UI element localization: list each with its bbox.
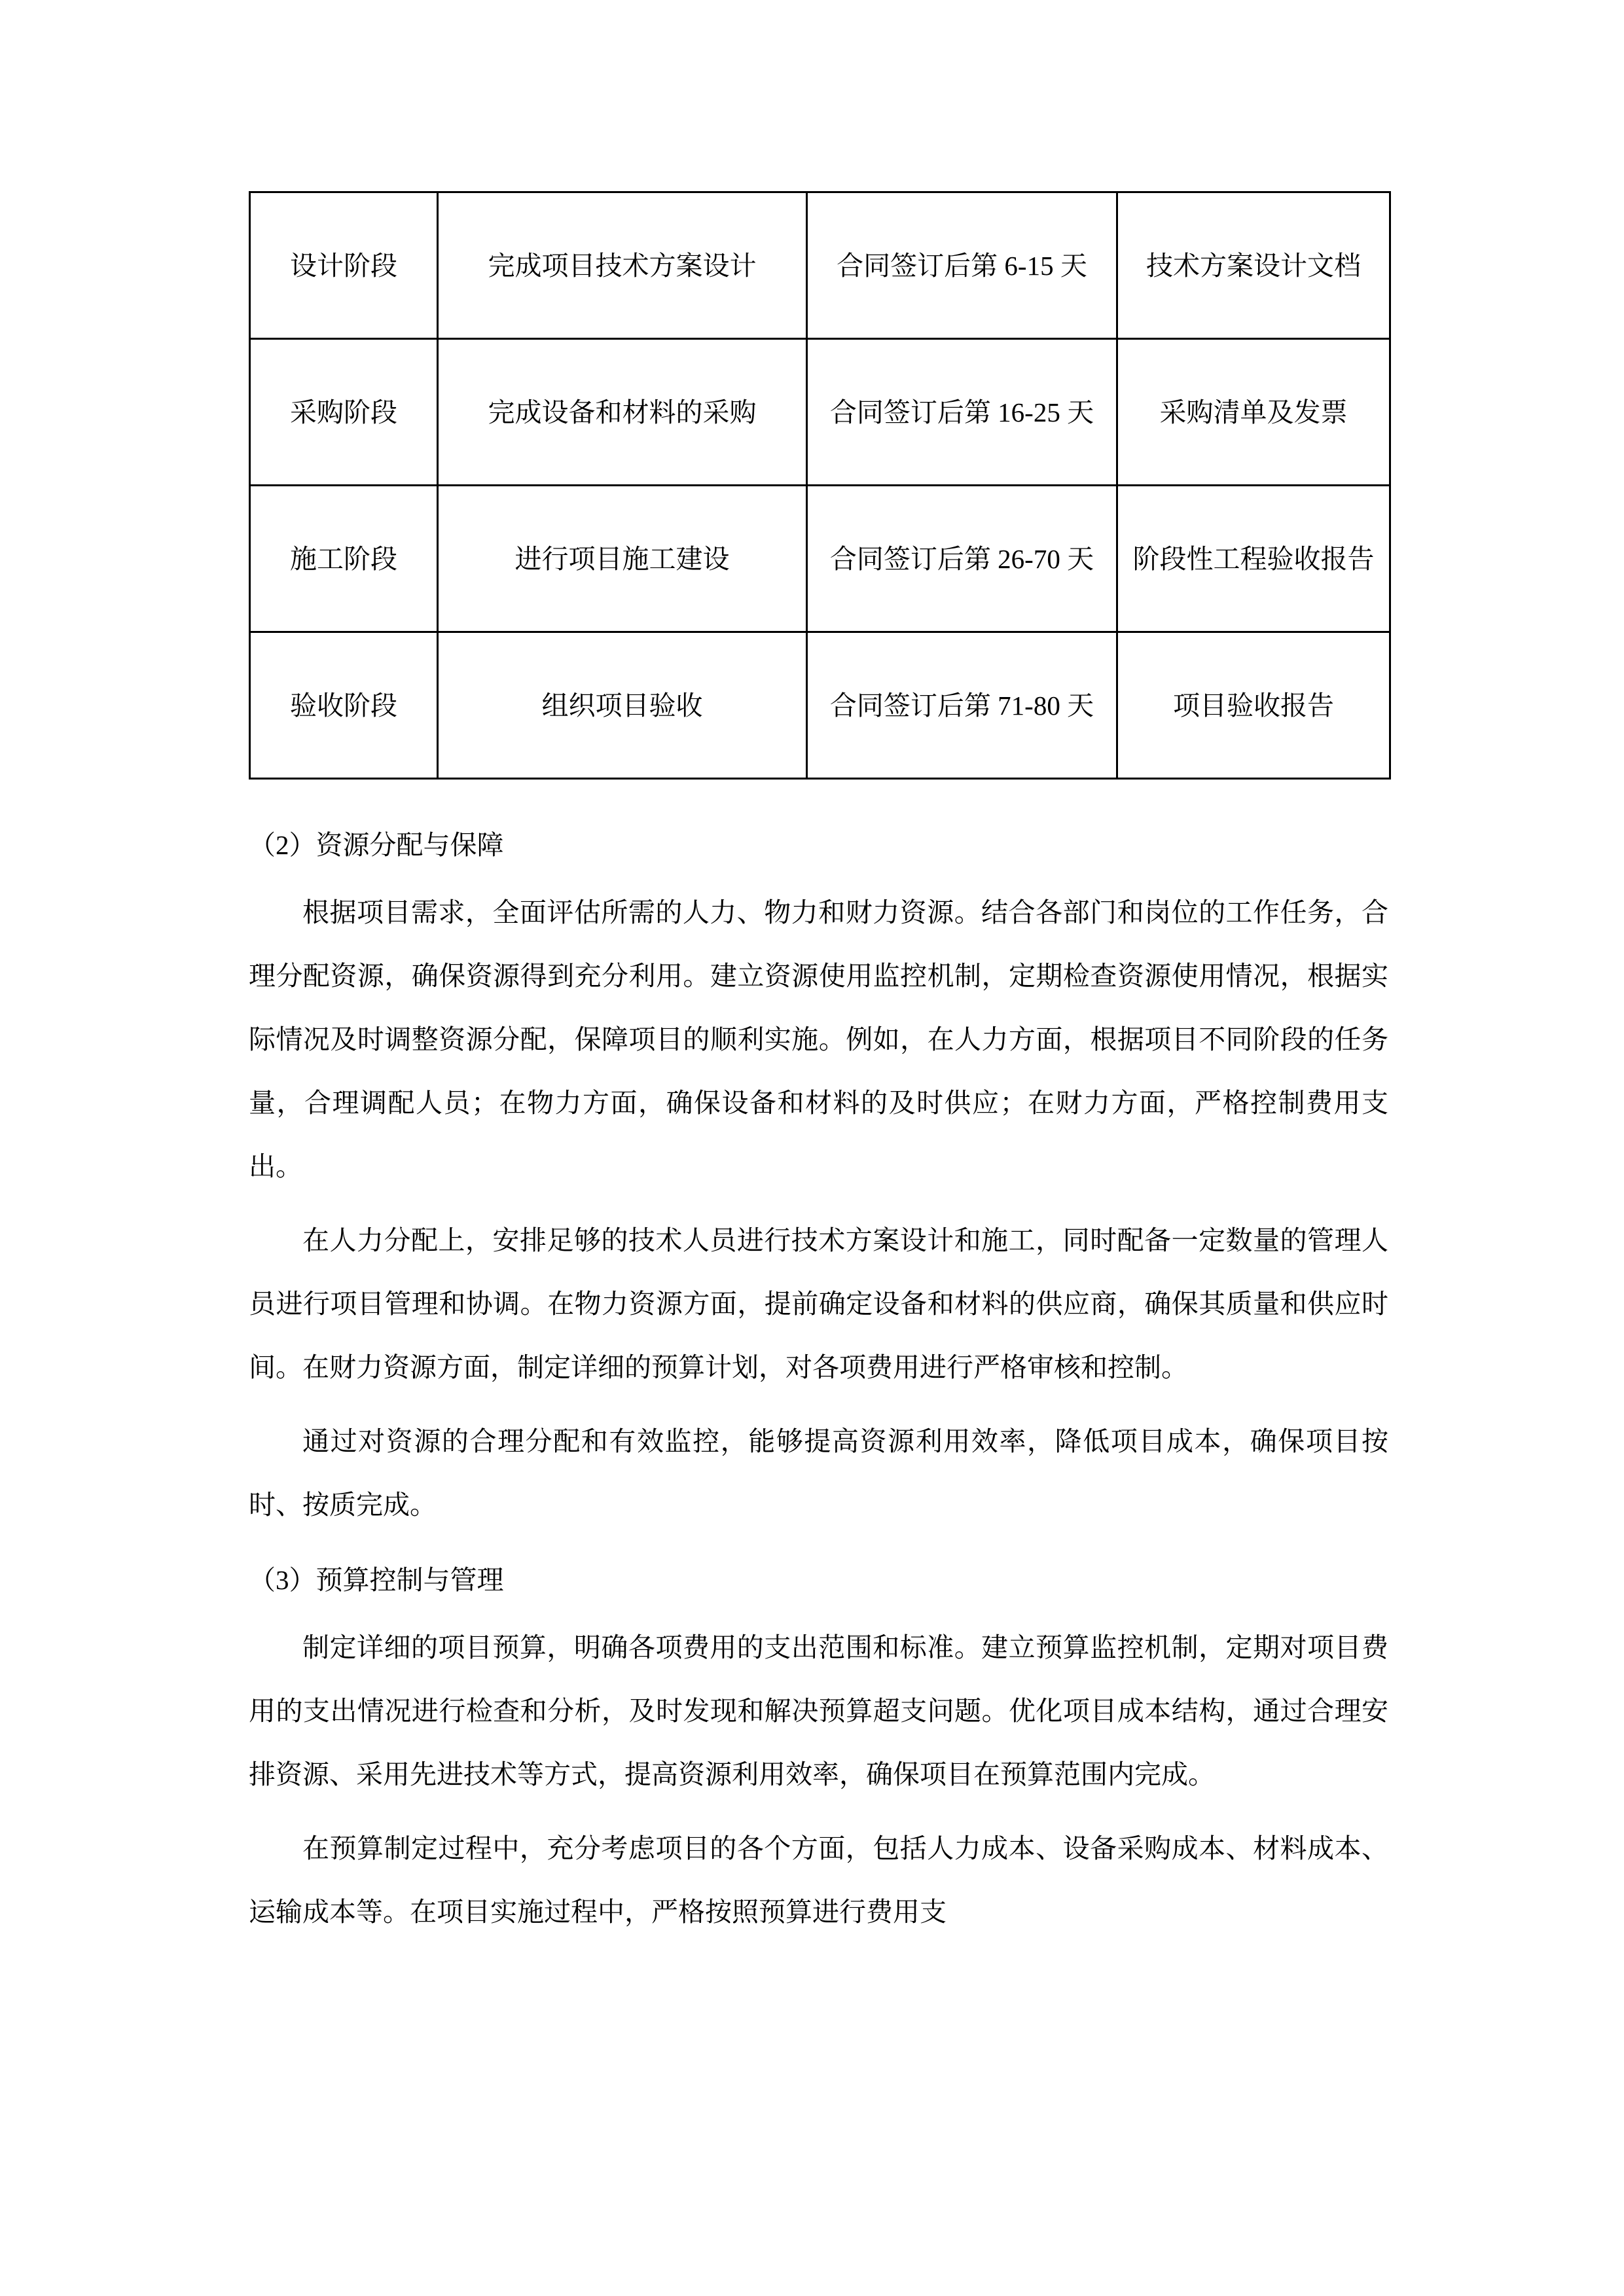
body-paragraph: 根据项目需求，全面评估所需的人力、物力和财力资源。结合各部门和岗位的工作任务，合理分配资源，确保资源得到充分利用。建立资源使用监控机制，定期检查资源使用情况，根据实际情况及时调整资源分配，保障项目的顺利实施。例如，在人力方面，根据项目不同阶段的任务量，合理调配人员；在物力方面，确保设备和材料的及时供应；在财力方面，严格控制费用支出。: [249, 897, 1388, 1181]
project-schedule-table: [249, 191, 1391, 780]
table-row: [250, 192, 1390, 339]
table-row: [250, 486, 1390, 632]
table-cell-time: 合同签订后第 16-25 天: [807, 339, 1117, 486]
body-paragraph: 通过对资源的合理分配和有效监控，能够提高资源利用效率，降低项目成本，确保项目按时、按质完成。: [249, 1426, 1388, 1520]
table-row: [250, 339, 1390, 486]
table-cell-stage: 验收阶段: [250, 632, 438, 779]
section-heading: （3）预算控制与管理: [249, 1565, 504, 1595]
table-cell-deliverable: 技术方案设计文档: [1117, 192, 1390, 339]
body-paragraph: 制定详细的项目预算，明确各项费用的支出范围和标准。建立预算监控机制，定期对项目费用的支出情况进行检查和分析，及时发现和解决预算超支问题。优化项目成本结构，通过合理安排资源、采用先进技术等方式，提高资源利用效率，确保项目在预算范围内完成。: [249, 1632, 1388, 1789]
section-resource-allocation: [249, 814, 1388, 1537]
section-heading: （2）资源分配与保障: [249, 830, 504, 860]
table-cell-stage: 施工阶段: [250, 486, 438, 632]
section-budget-control: [249, 1549, 1388, 1944]
table-cell-time: 合同签订后第 6-15 天: [807, 192, 1117, 339]
table-row: [250, 632, 1390, 779]
table-cell-stage: 设计阶段: [250, 192, 438, 339]
table-cell-deliverable: 项目验收报告: [1117, 632, 1390, 779]
table-cell-deliverable: 采购清单及发票: [1117, 339, 1390, 486]
table-cell-deliverable: 阶段性工程验收报告: [1117, 486, 1390, 632]
table-cell-time: 合同签订后第 26-70 天: [807, 486, 1117, 632]
table-cell-time: 合同签订后第 71-80 天: [807, 632, 1117, 779]
table-cell-task: 完成设备和材料的采购: [438, 339, 807, 486]
body-paragraph: 在人力分配上，安排足够的技术人员进行技术方案设计和施工，同时配备一定数量的管理人员进行项目管理和协调。在物力资源方面，提前确定设备和材料的供应商，确保其质量和供应时间。在财力资源方面，制定详细的预算计划，对各项费用进行严格审核和控制。: [249, 1225, 1388, 1382]
table-cell-stage: 采购阶段: [250, 339, 438, 486]
table-cell-task: 组织项目验收: [438, 632, 807, 779]
table-cell-task: 进行项目施工建设: [438, 486, 807, 632]
body-paragraph: 在预算制定过程中，充分考虑项目的各个方面，包括人力成本、设备采购成本、材料成本、运输成本等。在项目实施过程中，严格按照预算进行费用支: [249, 1833, 1388, 1927]
table-cell-task: 完成项目技术方案设计: [438, 192, 807, 339]
